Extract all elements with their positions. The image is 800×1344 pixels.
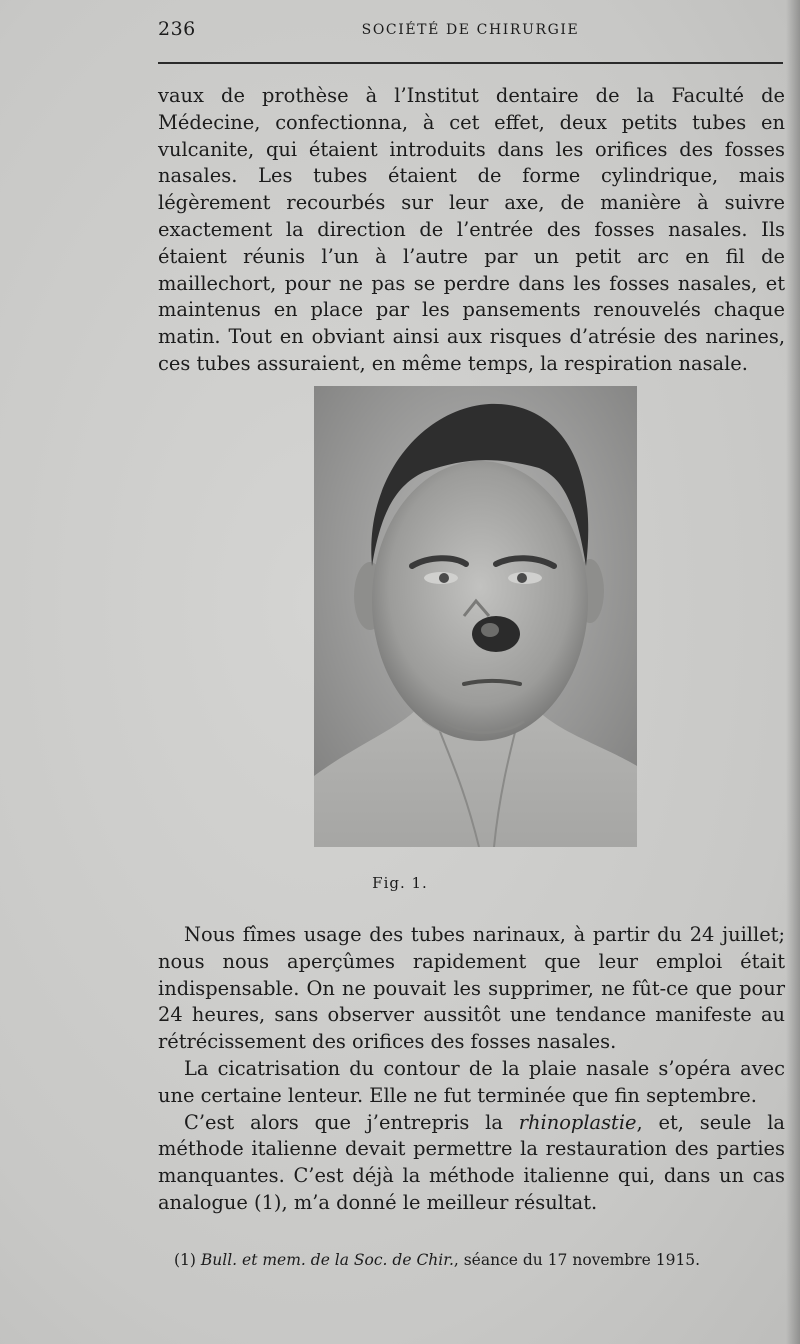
paragraph — [158, 1110, 785, 1217]
figure-photograph — [314, 386, 637, 847]
header-rule — [158, 62, 783, 64]
page-number: 236 — [158, 18, 196, 40]
italic-term: rhinoplastie — [518, 1110, 637, 1134]
portrait-illustration — [314, 386, 637, 847]
footnote-citation: Bull. et mem. de la Soc. de Chir. — [200, 1251, 454, 1269]
body-text-bottom — [158, 922, 785, 1217]
body-text-top — [158, 83, 785, 378]
paragraph: vaux de prothèse à l’Institut dentaire de la Faculté de Médecine, confectionna, à cet effet, deux petits tubes en vulcanite, qui étaient introduits dans les orifices des fosses nasales. Les tubes étaient de forme cylindrique, mais légèrement recourbés sur leur axe, de manière à suivre exactement la direction de l’entrée des fosses nasales. Ils étaient réunis l’un à l’autre par un petit arc en fil de maillechort, pour ne pas se perdre dans les fosses nasales, et maintenus en place par les pansements renouvelés chaque matin. Tout en obviant ainsi aux risques d’atrésie des narines, ces tubes assuraient, en même temps, la respiration nasale. — [158, 84, 785, 375]
page-header — [158, 16, 783, 46]
paragraph-text: , et, seule la méthode italienne devait permettre la restauration des parties manquantes. C’est déjà la méthode italienne qui, dans un cas analogue (1), m’a donné le meilleur résultat. — [158, 1110, 785, 1214]
running-title: SOCIÉTÉ DE CHIRURGIE — [361, 22, 580, 38]
paragraph: Nous fîmes usage des tubes narinaux, à partir du 24 juillet; nous nous aperçûmes rapidement que leur emploi était indispensable. On ne pouvait les supprimer, ne fût-ce que pour 24 heures, sans observer aussitôt une tendance manifeste au rétrécissement des orifices des fosses nasales. — [158, 923, 785, 1054]
footnote-marker: (1) — [174, 1251, 201, 1269]
footnote — [174, 1250, 784, 1270]
paragraph-text: C’est alors que j’entrepris la — [184, 1110, 519, 1134]
page-edge-shadow — [786, 0, 800, 1344]
figure-caption: Fig. 1. — [372, 874, 428, 892]
paragraph: La cicatrisation du contour de la plaie nasale s’opéra avec une certaine lenteur. Elle ne fut terminée que fin septembre. — [158, 1056, 785, 1107]
footnote-text: , séance du 17 novembre 1915. — [453, 1251, 701, 1269]
